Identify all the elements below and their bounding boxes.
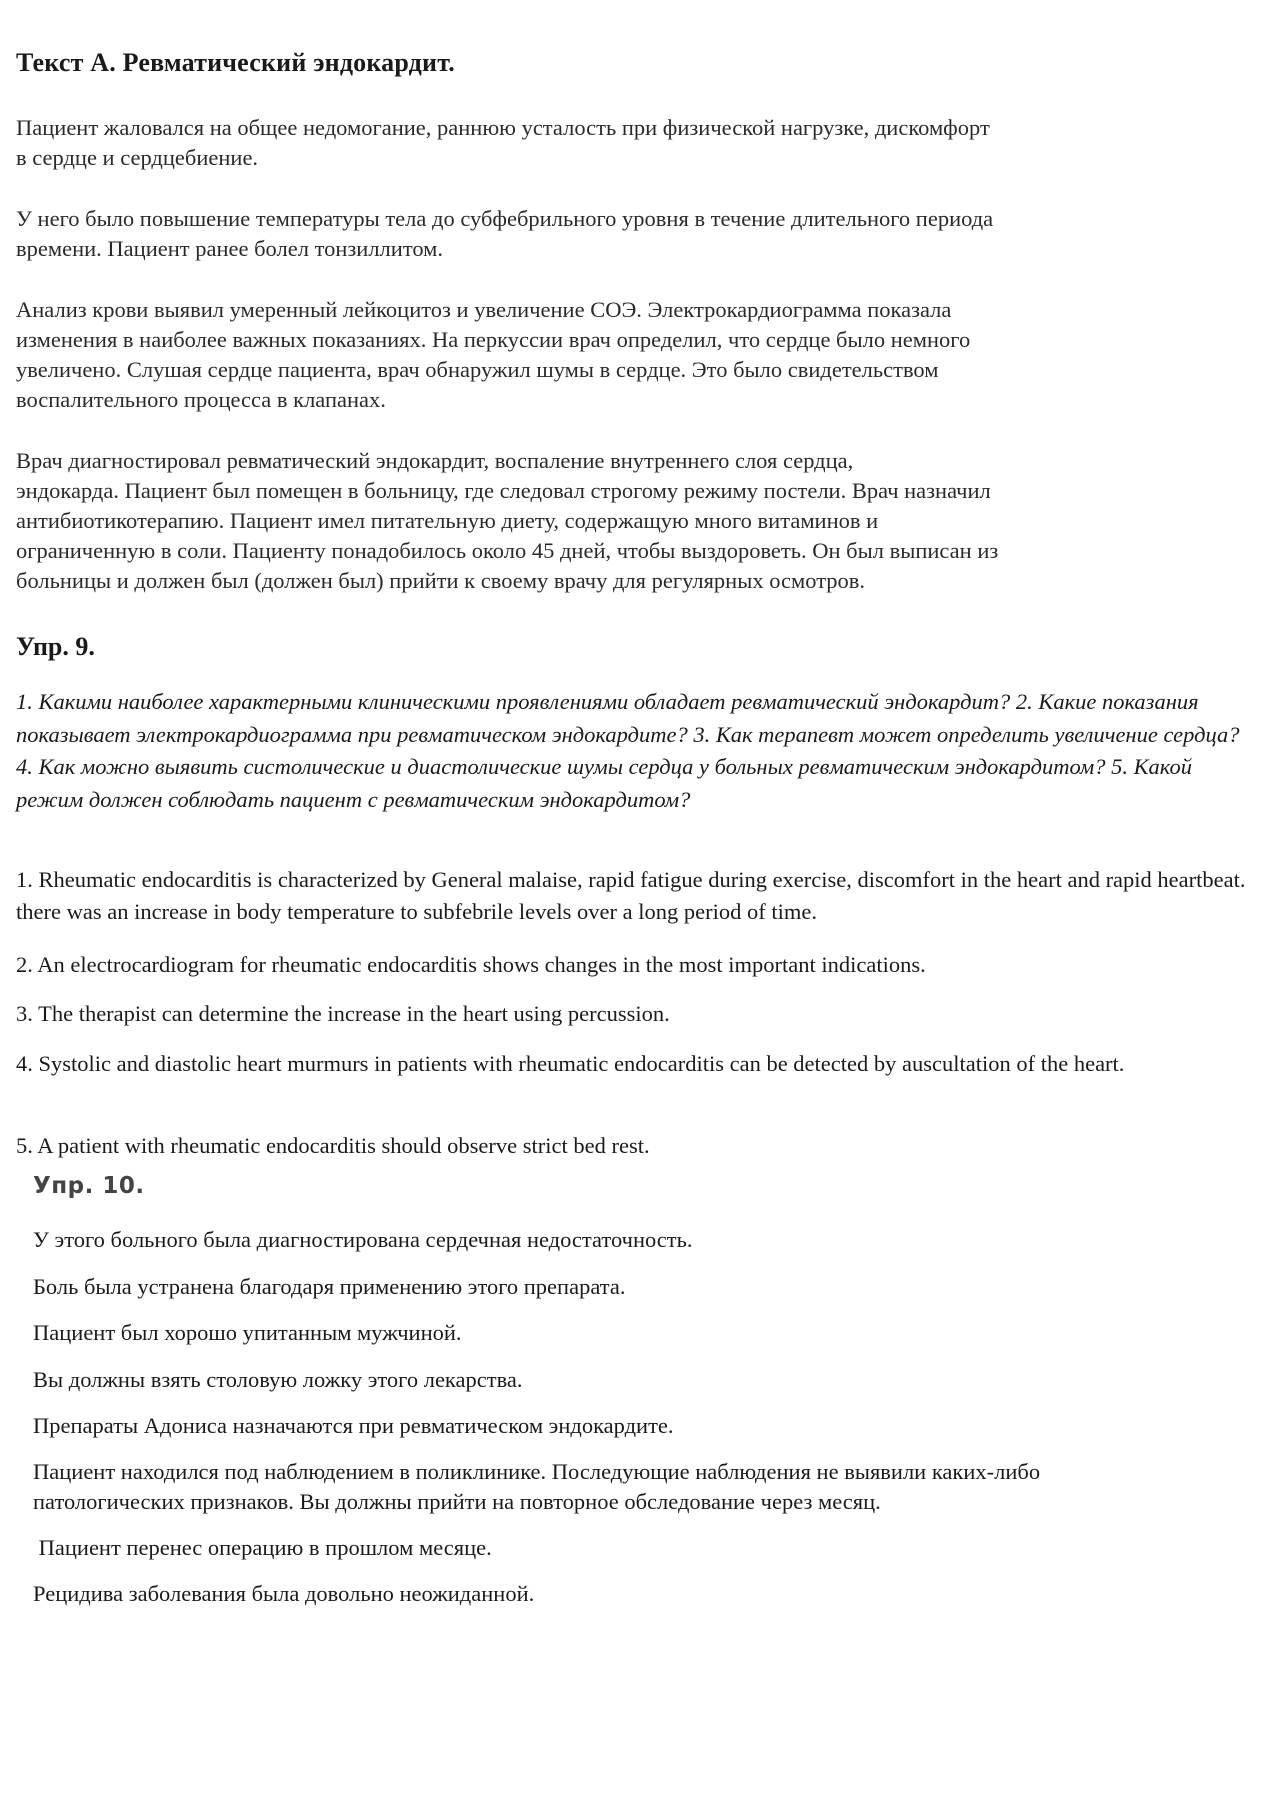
exercise-10-heading: Упр. 10.	[33, 1173, 145, 1199]
exercise-10-sentence-6: Пациент находился под наблюдением в поликлинике. Последующие наблюдения не выявили каких-либо патологических признаков. Вы должны прийти на повторное обследование через месяц.	[33, 1459, 1041, 1514]
exercise-9-answer-4: 4. Systolic and diastolic heart murmurs in patients with rheumatic endocarditis can be detected by auscultation of the heart.	[16, 1051, 1125, 1076]
exercise-9-answer-1: 1. Rheumatic endocarditis is characterized by General malaise, rapid fatigue during exercise, discomfort in the heart and rapid heartbeat. there was an increase in body temperature to subfebrile levels over a long period of time.	[16, 867, 1246, 924]
text-a-paragraph-4: Врач диагностировал ревматический эндокардит, воспаление внутреннего слоя сердца, эндокарда. Пациент был помещен в больницу, где следовал строгому режиму постели. Врач назначил антибиотикотерапию. Пациент имел питательную диету, содержащую много витаминов и ограниченную в соли. Пациенту понадобилось около 45 дней, чтобы выздороветь. Он был выписан из больницы и должен был (должен был) прийти к своему врачу для регулярных осмотров.	[16, 448, 999, 593]
text-a-paragraph-2: У него было повышение температуры тела до субфебрильного уровня в течение длительного периода времени. Пациент ранее болел тонзиллитом.	[16, 206, 994, 261]
exercise-9-answer-5: 5. A patient with rheumatic endocarditis should observe strict bed rest.	[16, 1133, 650, 1158]
exercise-10-sentence-4: Вы должны взять столовую ложку этого лекарства.	[33, 1367, 523, 1392]
exercise-10-sentence-8: Рецидива заболевания была довольно неожиданной.	[33, 1581, 535, 1606]
exercise-9-answer-3: 3. The therapist can determine the increase in the heart using percussion.	[16, 1001, 670, 1026]
exercise-9-answer-2: 2. An electrocardiogram for rheumatic endocarditis shows changes in the most important indications.	[16, 952, 926, 977]
exercise-10-sentence-2: Боль была устранена благодаря применению этого препарата.	[33, 1274, 626, 1299]
exercise-10-sentence-5: Препараты Адониса назначаются при ревматическом эндокардите.	[33, 1413, 674, 1438]
exercise-9-heading: Упр. 9.	[16, 632, 95, 661]
text-a-title: Текст А. Ревматический эндокардит.	[16, 48, 455, 77]
exercise-10-sentence-7: Пациент перенес операцию в прошлом месяце.	[33, 1535, 492, 1560]
exercise-10-sentence-1: У этого больного была диагностирована сердечная недостаточность.	[33, 1227, 693, 1252]
exercise-9-questions: 1. Какими наиболее характерными клиническими проявлениями обладает ревматический эндокардит? 2. Какие показания показывает электрокардиограмма при ревматическом эндокардите? 3. Как терапевт может определить увеличение сердца? 4. Как можно выявить систолические и диастолические шумы сердца у больных ревматическим эндокардитом? 5. Какой режим должен соблюдать пациент с ревматическим эндокардитом?	[16, 689, 1240, 812]
text-a-paragraph-3: Анализ крови выявил умеренный лейкоцитоз и увеличение СОЭ. Электрокардиограмма показала изменения в наиболее важных показаниях. На перкуссии врач определил, что сердце было немного увеличено. Слушая сердце пациента, врач обнаружил шумы в сердце. Это было свидетельством воспалительного процесса в клапанах.	[16, 297, 971, 412]
text-a-paragraph-1: Пациент жаловался на общее недомогание, раннюю усталость при физической нагрузке, дискомфорт в сердце и сердцебиение.	[16, 115, 990, 170]
exercise-10-sentence-3: Пациент был хорошо упитанным мужчиной.	[33, 1320, 462, 1345]
